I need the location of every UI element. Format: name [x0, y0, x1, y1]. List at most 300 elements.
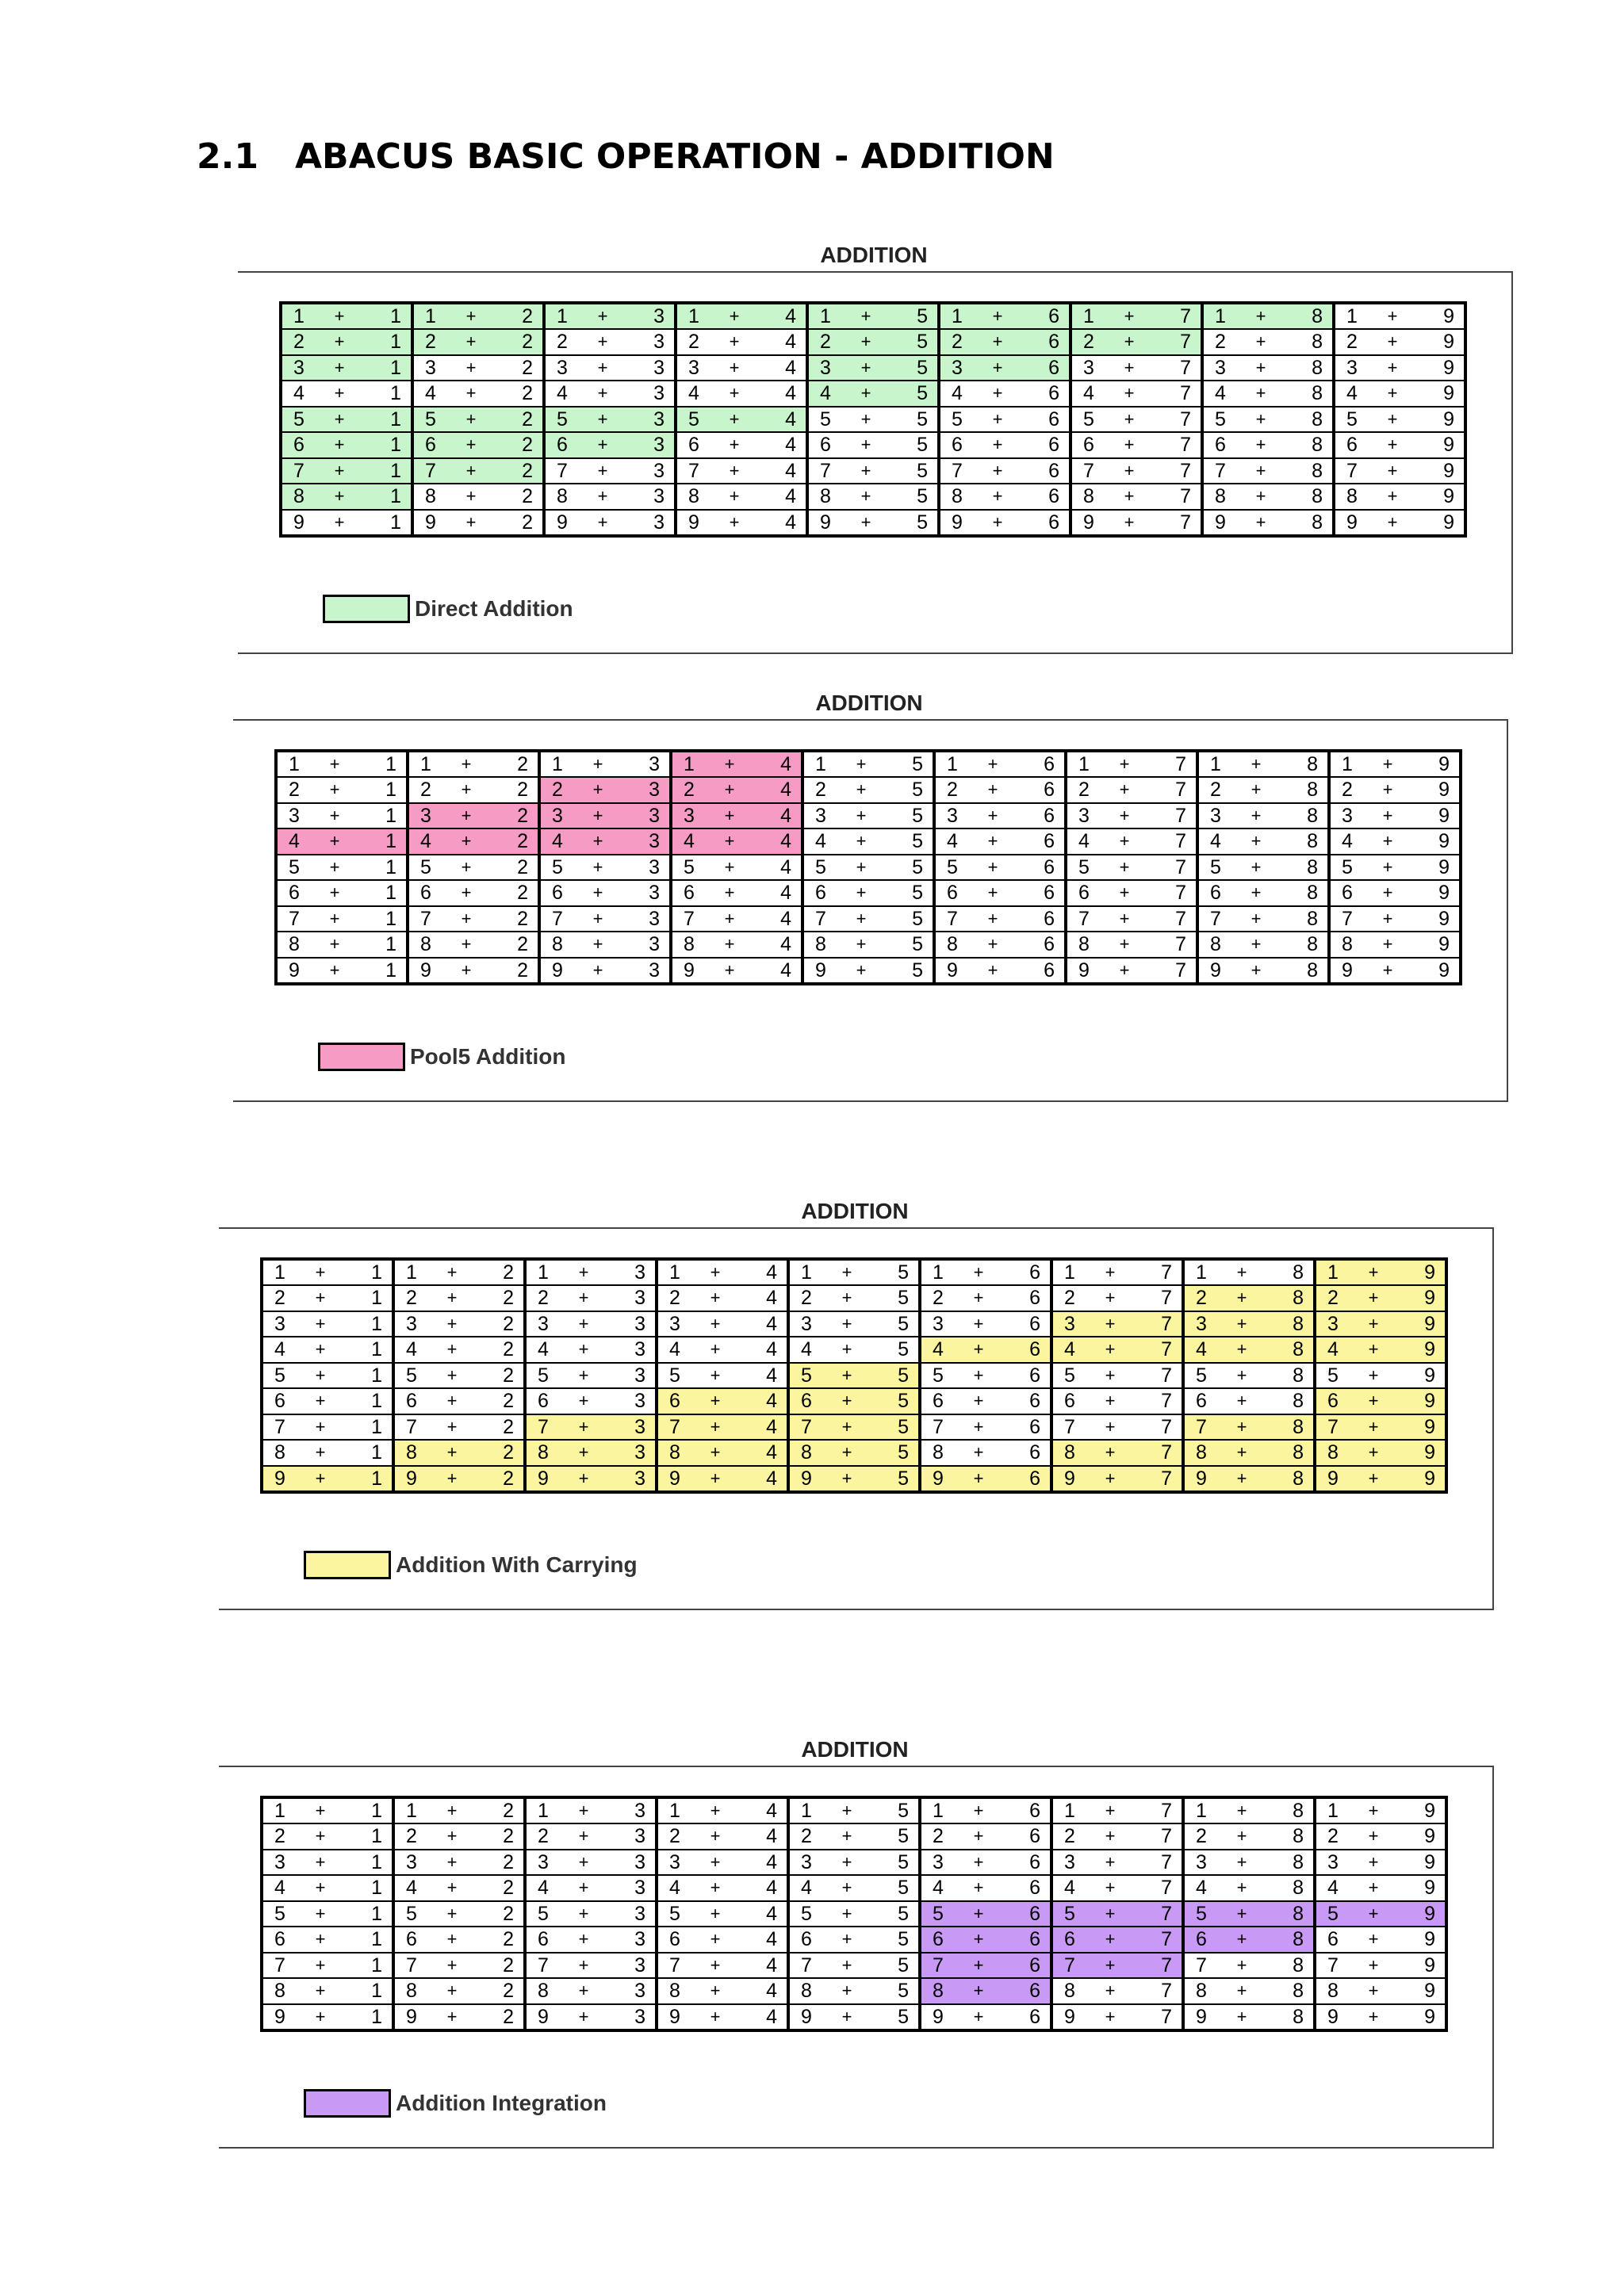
augend-cell: 3: [620, 484, 676, 510]
operator-cell: +: [1239, 958, 1274, 984]
operator-cell: +: [1112, 329, 1147, 355]
addend-cell: 1: [1051, 1259, 1093, 1285]
addend-cell: 7: [788, 1953, 829, 1979]
augend-cell: 9: [1391, 1466, 1446, 1492]
addend-cell: 8: [1329, 932, 1370, 958]
augend-cell: 4: [733, 1259, 788, 1285]
operator-cell: +: [1093, 1466, 1128, 1492]
section-heading: [197, 136, 1055, 177]
augend-cell: 2: [469, 1311, 525, 1337]
augend-cell: 9: [1405, 777, 1461, 803]
addend-cell: 7: [788, 1414, 829, 1441]
operator-cell: +: [844, 932, 879, 958]
operator-cell: +: [435, 1311, 469, 1337]
addend-cell: 4: [525, 1337, 566, 1363]
augend-cell: 8: [1274, 880, 1329, 906]
augend-cell: 8: [1278, 432, 1334, 458]
augend-cell: 3: [601, 1927, 657, 1953]
addend-cell: 8: [1183, 1978, 1224, 2004]
augend-cell: 5: [864, 1285, 920, 1311]
augend-cell: 5: [883, 355, 939, 381]
addend-cell: 9: [393, 2004, 435, 2030]
augend-cell: 3: [601, 1285, 657, 1311]
operator-cell: +: [1224, 1414, 1259, 1441]
addend-cell: 9: [544, 510, 585, 536]
addend-cell: 8: [276, 932, 317, 958]
augend-cell: 5: [864, 1414, 920, 1441]
augend-cell: 3: [601, 1953, 657, 1979]
addend-cell: 7: [920, 1414, 961, 1441]
operator-cell: +: [1093, 1337, 1128, 1363]
operator-cell: +: [712, 803, 747, 829]
operator-cell: +: [848, 381, 883, 407]
operator-cell: +: [1093, 2004, 1128, 2030]
addend-cell: 2: [408, 777, 449, 803]
augend-cell: 2: [469, 1388, 525, 1414]
operator-cell: +: [1356, 1388, 1391, 1414]
addend-cell: 9: [807, 510, 848, 536]
augend-cell: 4: [747, 777, 802, 803]
addend-cell: 2: [1051, 1285, 1093, 1311]
operator-cell: +: [566, 1285, 601, 1311]
addend-cell: 9: [802, 958, 844, 984]
operator-cell: +: [1112, 432, 1147, 458]
operator-cell: +: [303, 1466, 338, 1492]
operator-cell: +: [580, 958, 615, 984]
augend-cell: 3: [601, 1440, 657, 1466]
augend-cell: 5: [883, 381, 939, 407]
operator-cell: +: [975, 777, 1010, 803]
augend-cell: 7: [1128, 1978, 1183, 2004]
operator-cell: +: [698, 1414, 733, 1441]
augend-cell: 9: [1405, 880, 1461, 906]
operator-cell: +: [1107, 751, 1142, 777]
augend-cell: 2: [469, 2004, 525, 2030]
augend-cell: 8: [1259, 1953, 1315, 1979]
operator-cell: +: [1107, 958, 1142, 984]
addend-cell: 2: [393, 1823, 435, 1850]
addend-cell: 4: [281, 381, 322, 407]
augend-cell: 5: [879, 751, 934, 777]
operator-cell: +: [1243, 381, 1278, 407]
augend-cell: 6: [1010, 958, 1066, 984]
addend-cell: 5: [262, 1901, 303, 1927]
operator-cell: +: [961, 1901, 996, 1927]
operator-cell: +: [698, 1927, 733, 1953]
addend-cell: 5: [676, 407, 717, 433]
augend-cell: 7: [1128, 2004, 1183, 2030]
operator-cell: +: [580, 751, 615, 777]
addend-cell: 9: [920, 1466, 961, 1492]
augend-cell: 8: [1274, 932, 1329, 958]
augend-cell: 4: [752, 407, 807, 433]
operator-cell: +: [717, 303, 752, 329]
augend-cell: 1: [357, 484, 412, 510]
addend-cell: 6: [262, 1388, 303, 1414]
augend-cell: 4: [747, 880, 802, 906]
operator-cell: +: [1107, 906, 1142, 932]
augend-cell: 1: [338, 1953, 393, 1979]
addend-cell: 6: [262, 1927, 303, 1953]
table-row: [281, 329, 1465, 355]
operator-cell: +: [698, 1259, 733, 1285]
addend-cell: 3: [939, 355, 980, 381]
addend-cell: 4: [408, 828, 449, 855]
addend-cell: 9: [920, 2004, 961, 2030]
addend-cell: 7: [1071, 458, 1112, 484]
operator-cell: +: [844, 751, 879, 777]
addend-cell: 5: [920, 1901, 961, 1927]
augend-cell: 8: [1259, 1414, 1315, 1441]
augend-cell: 3: [615, 828, 671, 855]
operator-cell: +: [566, 1337, 601, 1363]
augend-cell: 9: [1391, 1850, 1446, 1876]
augend-cell: 3: [601, 1978, 657, 2004]
operator-cell: +: [566, 1363, 601, 1389]
augend-cell: 7: [1147, 329, 1202, 355]
augend-cell: 5: [864, 1850, 920, 1876]
addend-cell: 3: [807, 355, 848, 381]
addend-cell: 3: [544, 355, 585, 381]
addend-cell: 5: [1197, 855, 1239, 881]
addend-cell: 9: [1315, 1466, 1356, 1492]
operator-cell: +: [1356, 1927, 1391, 1953]
addend-cell: 8: [1183, 1440, 1224, 1466]
augend-cell: 5: [864, 1259, 920, 1285]
operator-cell: +: [435, 1953, 469, 1979]
addend-cell: 5: [1315, 1901, 1356, 1927]
addend-cell: 8: [807, 484, 848, 510]
augend-cell: 4: [733, 1875, 788, 1901]
addend-cell: 3: [657, 1850, 698, 1876]
augend-cell: 2: [469, 1823, 525, 1850]
table-row: [276, 751, 1461, 777]
addend-cell: 6: [525, 1927, 566, 1953]
augend-cell: 3: [601, 1850, 657, 1876]
operator-cell: +: [435, 1337, 469, 1363]
legend-direct: [323, 595, 573, 623]
operator-cell: +: [698, 2004, 733, 2030]
addend-cell: 6: [276, 880, 317, 906]
operator-cell: +: [435, 1850, 469, 1876]
augend-cell: 7: [1128, 1311, 1183, 1337]
operator-cell: +: [435, 1927, 469, 1953]
operator-cell: +: [1356, 1850, 1391, 1876]
augend-cell: 1: [357, 303, 412, 329]
addend-cell: 6: [1315, 1927, 1356, 1953]
addend-cell: 4: [802, 828, 844, 855]
operator-cell: +: [454, 303, 488, 329]
augend-cell: 3: [601, 1311, 657, 1337]
panel-1-title: ADDITION: [820, 243, 928, 267]
addend-cell: 5: [657, 1901, 698, 1927]
addend-cell: 6: [281, 432, 322, 458]
augend-cell: 9: [1391, 2004, 1446, 2030]
operator-cell: +: [1224, 1875, 1259, 1901]
operator-cell: +: [317, 777, 352, 803]
addend-cell: 9: [788, 2004, 829, 2030]
augend-cell: 9: [1410, 355, 1465, 381]
augend-cell: 3: [601, 1414, 657, 1441]
addend-cell: 6: [802, 880, 844, 906]
addend-cell: 4: [262, 1875, 303, 1901]
augend-cell: 1: [352, 828, 408, 855]
augend-cell: 8: [1274, 855, 1329, 881]
operator-cell: +: [848, 355, 883, 381]
augend-cell: 4: [733, 1978, 788, 2004]
addition-table-direct: [279, 301, 1467, 538]
operator-cell: +: [698, 1311, 733, 1337]
addend-cell: 6: [1334, 432, 1375, 458]
operator-cell: +: [1224, 1953, 1259, 1979]
operator-cell: +: [975, 751, 1010, 777]
operator-cell: +: [1224, 1337, 1259, 1363]
addend-cell: 3: [1051, 1311, 1093, 1337]
operator-cell: +: [1370, 751, 1405, 777]
augend-cell: 3: [601, 1337, 657, 1363]
table-row: [262, 1466, 1446, 1492]
operator-cell: +: [961, 1414, 996, 1441]
operator-cell: +: [1375, 432, 1410, 458]
operator-cell: +: [454, 355, 488, 381]
operator-cell: +: [1239, 751, 1274, 777]
addend-cell: 1: [412, 303, 454, 329]
augend-cell: 3: [620, 510, 676, 536]
addend-cell: 7: [1197, 906, 1239, 932]
operator-cell: +: [303, 1850, 338, 1876]
operator-cell: +: [454, 432, 488, 458]
addend-cell: 3: [539, 803, 580, 829]
operator-cell: +: [1375, 381, 1410, 407]
addend-cell: 7: [1066, 906, 1107, 932]
operator-cell: +: [1112, 381, 1147, 407]
augend-cell: 9: [1410, 303, 1465, 329]
operator-cell: +: [1243, 329, 1278, 355]
augend-cell: 6: [1010, 932, 1066, 958]
operator-cell: +: [698, 1466, 733, 1492]
augend-cell: 4: [733, 1311, 788, 1337]
addend-cell: 2: [544, 329, 585, 355]
augend-cell: 3: [601, 1466, 657, 1492]
augend-cell: 2: [469, 1466, 525, 1492]
augend-cell: 1: [338, 1978, 393, 2004]
augend-cell: 8: [1274, 828, 1329, 855]
addend-cell: 1: [1315, 1797, 1356, 1823]
table-row: [262, 1823, 1446, 1850]
addend-cell: 7: [281, 458, 322, 484]
addend-cell: 7: [1183, 1953, 1224, 1979]
augend-cell: 6: [996, 1850, 1051, 1876]
addend-cell: 4: [1051, 1337, 1093, 1363]
augend-cell: 3: [601, 1363, 657, 1389]
operator-cell: +: [975, 932, 1010, 958]
addend-cell: 1: [676, 303, 717, 329]
section-number: 2.1: [197, 136, 259, 177]
addend-cell: 1: [657, 1259, 698, 1285]
addend-cell: 6: [539, 880, 580, 906]
operator-cell: +: [1112, 484, 1147, 510]
augend-cell: 7: [1142, 906, 1197, 932]
operator-cell: +: [1243, 458, 1278, 484]
operator-cell: +: [1356, 1337, 1391, 1363]
augend-cell: 5: [864, 1311, 920, 1337]
augend-cell: 5: [879, 958, 934, 984]
addend-cell: 7: [657, 1953, 698, 1979]
operator-cell: +: [844, 855, 879, 881]
augend-cell: 7: [1142, 751, 1197, 777]
augend-cell: 3: [615, 777, 671, 803]
augend-cell: 7: [1128, 1797, 1183, 1823]
augend-cell: 4: [733, 1337, 788, 1363]
addend-cell: 1: [788, 1797, 829, 1823]
augend-cell: 3: [615, 803, 671, 829]
operator-cell: +: [698, 1285, 733, 1311]
operator-cell: +: [1224, 1978, 1259, 2004]
addend-cell: 8: [1051, 1440, 1093, 1466]
operator-cell: +: [435, 1466, 469, 1492]
table-row: [262, 1337, 1446, 1363]
augend-cell: 7: [1142, 880, 1197, 906]
addend-cell: 7: [393, 1414, 435, 1441]
augend-cell: 6: [996, 1978, 1051, 2004]
augend-cell: 6: [996, 2004, 1051, 2030]
addend-cell: 6: [1315, 1388, 1356, 1414]
table-row: [262, 1440, 1446, 1466]
table-row: [262, 1953, 1446, 1979]
augend-cell: 5: [883, 432, 939, 458]
addend-cell: 7: [525, 1414, 566, 1441]
addend-cell: 3: [262, 1850, 303, 1876]
addend-cell: 8: [1315, 1978, 1356, 2004]
operator-cell: +: [829, 1414, 864, 1441]
operator-cell: +: [1375, 303, 1410, 329]
augend-cell: 8: [1278, 510, 1334, 536]
addend-cell: 6: [934, 880, 975, 906]
table-row: [281, 510, 1465, 536]
operator-cell: +: [566, 1978, 601, 2004]
addend-cell: 7: [262, 1414, 303, 1441]
addend-cell: 2: [1051, 1823, 1093, 1850]
addend-cell: 1: [807, 303, 848, 329]
augend-cell: 6: [996, 1285, 1051, 1311]
operator-cell: +: [1093, 1875, 1128, 1901]
addend-cell: 7: [807, 458, 848, 484]
augend-cell: 6: [1015, 329, 1071, 355]
table-row: [281, 381, 1465, 407]
augend-cell: 5: [883, 484, 939, 510]
augend-cell: 2: [484, 803, 539, 829]
addend-cell: 5: [920, 1363, 961, 1389]
augend-cell: 9: [1391, 1927, 1446, 1953]
addend-cell: 5: [1329, 855, 1370, 881]
operator-cell: +: [1243, 355, 1278, 381]
addend-cell: 7: [1051, 1414, 1093, 1441]
augend-cell: 2: [488, 329, 544, 355]
operator-cell: +: [1112, 458, 1147, 484]
addend-cell: 8: [1202, 484, 1243, 510]
addend-cell: 6: [807, 432, 848, 458]
augend-cell: 3: [615, 855, 671, 881]
addend-cell: 7: [1334, 458, 1375, 484]
augend-cell: 1: [338, 2004, 393, 2030]
table-row: [262, 1797, 1446, 1823]
addend-cell: 7: [412, 458, 454, 484]
augend-cell: 9: [1391, 1285, 1446, 1311]
operator-cell: +: [449, 803, 484, 829]
operator-cell: +: [829, 1440, 864, 1466]
addend-cell: 6: [525, 1388, 566, 1414]
augend-cell: 4: [752, 381, 807, 407]
operator-cell: +: [698, 1363, 733, 1389]
legend-carrying: [304, 1551, 638, 1579]
augend-cell: 7: [1147, 381, 1202, 407]
operator-cell: +: [449, 777, 484, 803]
addend-cell: 3: [920, 1850, 961, 1876]
augend-cell: 9: [1391, 1337, 1446, 1363]
operator-cell: +: [322, 510, 357, 536]
addend-cell: 9: [1197, 958, 1239, 984]
operator-cell: +: [566, 1850, 601, 1876]
augend-cell: 4: [752, 329, 807, 355]
augend-cell: 9: [1410, 407, 1465, 433]
augend-cell: 2: [484, 932, 539, 958]
operator-cell: +: [454, 458, 488, 484]
addend-cell: 4: [525, 1875, 566, 1901]
augend-cell: 5: [864, 1875, 920, 1901]
augend-cell: 4: [752, 458, 807, 484]
table-row: [262, 1259, 1446, 1285]
operator-cell: +: [435, 1797, 469, 1823]
addend-cell: 3: [934, 803, 975, 829]
operator-cell: +: [303, 1927, 338, 1953]
operator-cell: +: [454, 484, 488, 510]
operator-cell: +: [585, 381, 620, 407]
addend-cell: 5: [939, 407, 980, 433]
augend-cell: 9: [1391, 1440, 1446, 1466]
augend-cell: 6: [1010, 855, 1066, 881]
addend-cell: 7: [539, 906, 580, 932]
addend-cell: 1: [1051, 1797, 1093, 1823]
operator-cell: +: [1243, 510, 1278, 536]
addend-cell: 4: [1315, 1875, 1356, 1901]
operator-cell: +: [1093, 1363, 1128, 1389]
addend-cell: 8: [408, 932, 449, 958]
operator-cell: +: [1370, 855, 1405, 881]
augend-cell: 1: [338, 1797, 393, 1823]
addend-cell: 2: [276, 777, 317, 803]
addend-cell: 3: [1051, 1850, 1093, 1876]
operator-cell: +: [848, 432, 883, 458]
addend-cell: 6: [1183, 1388, 1224, 1414]
addend-cell: 1: [393, 1797, 435, 1823]
addend-cell: 4: [920, 1875, 961, 1901]
operator-cell: +: [1239, 932, 1274, 958]
augend-cell: 3: [601, 2004, 657, 2030]
augend-cell: 5: [864, 1901, 920, 1927]
operator-cell: +: [585, 432, 620, 458]
operator-cell: +: [322, 381, 357, 407]
table-row: [276, 906, 1461, 932]
operator-cell: +: [435, 1259, 469, 1285]
addend-cell: 8: [920, 1978, 961, 2004]
augend-cell: 8: [1278, 303, 1334, 329]
operator-cell: +: [1093, 1388, 1128, 1414]
addend-cell: 8: [788, 1440, 829, 1466]
addend-cell: 5: [1334, 407, 1375, 433]
addend-cell: 8: [1071, 484, 1112, 510]
addend-cell: 8: [657, 1440, 698, 1466]
table-row: [262, 2004, 1446, 2030]
